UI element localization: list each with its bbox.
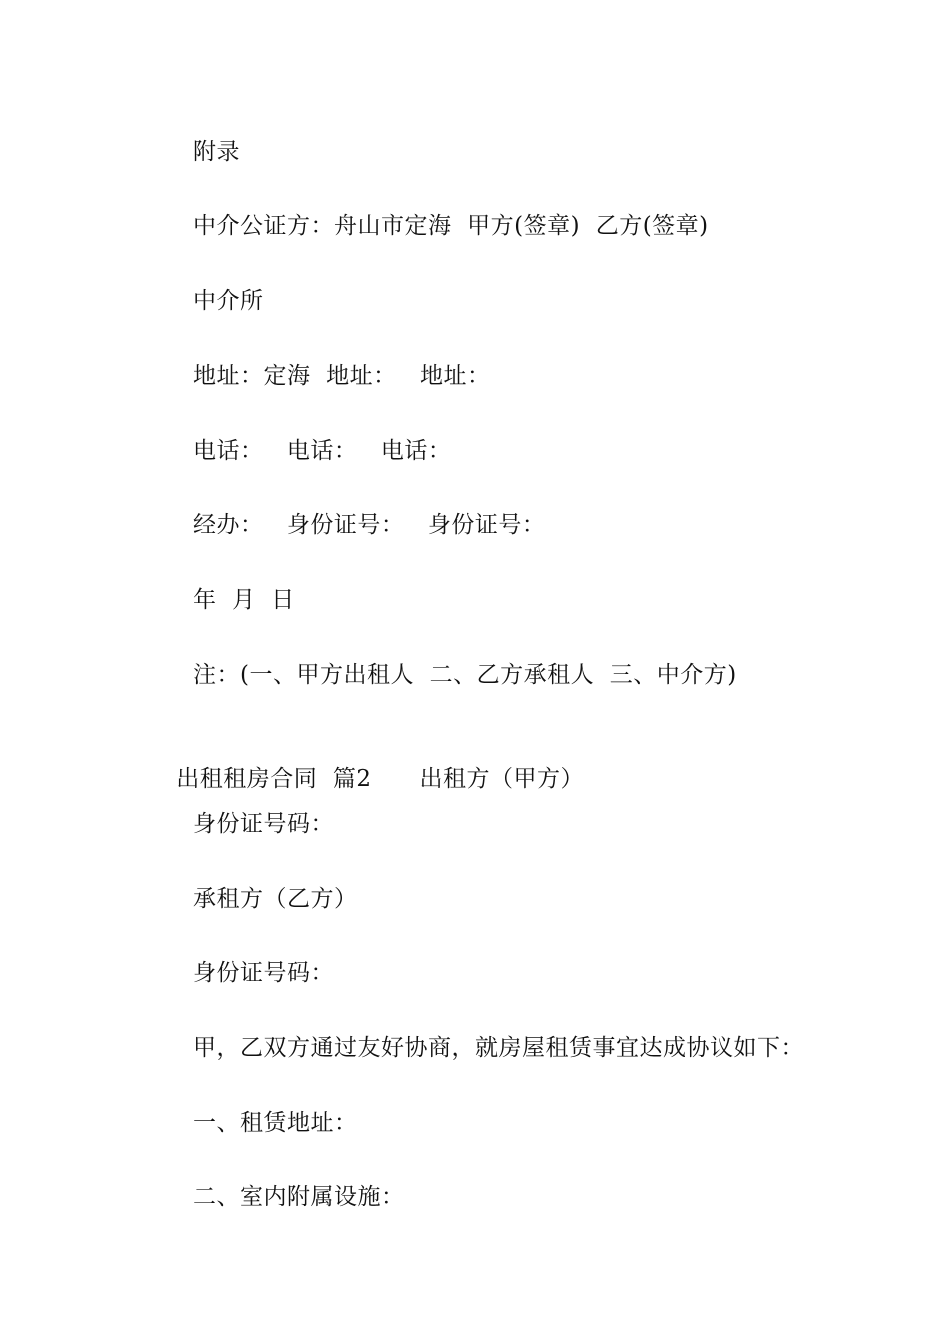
clause-rental-address: 一、租赁地址： [193,1110,358,1136]
lessee-label: 承租方（乙方） [193,886,358,912]
lessor-id-line: 身份证号码： [193,811,334,837]
appendix-heading: 附录 [193,139,240,165]
id-number-line: 经办： 身份证号： 身份证号： [193,512,546,538]
phone-line: 电话： 电话： 电话： [193,438,452,464]
note-line: 注：(一、甲方出租人 二、乙方承租人 三、中介方) [193,662,737,688]
intermediary-signature-line: 中介公证方：舟山市定海 甲方(签章) 乙方(签章) [193,213,709,239]
clause-facilities: 二、室内附属设施： [193,1184,405,1210]
lessor-label: 出租方（甲方） [419,766,585,792]
address-line: 地址：定海 地址： 地址： [193,363,491,389]
contract-title: 出租租房合同 篇2 [176,766,372,792]
section-heading [145,734,585,792]
lessee-id-line: 身份证号码： [193,960,334,986]
intermediary-name-continuation: 中介所 [193,288,264,314]
date-line: 年 月 日 [193,587,295,613]
agreement-intro: 甲，乙双方通过友好协商，就房屋租赁事宜达成协议如下： [193,1035,804,1061]
